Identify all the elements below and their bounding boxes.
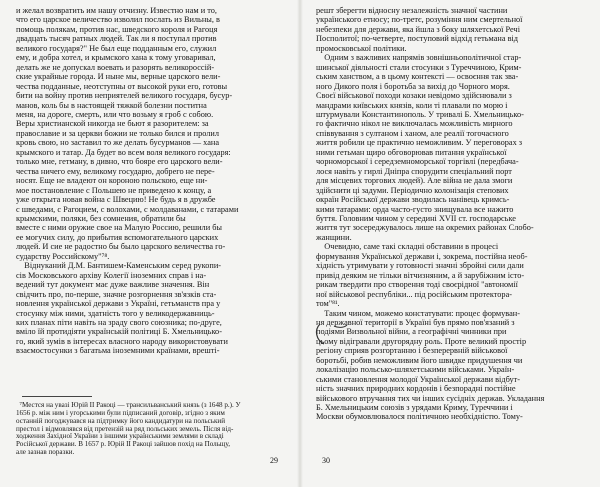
text-line: Одним з важливих напрямів зовнішньополітичної стар- bbox=[316, 53, 522, 63]
text-line: Своєї військової походи козаки невідомо здійснювали з bbox=[316, 91, 512, 101]
text-line: чорноморської і середземноморської торгівлі (передбача- bbox=[316, 157, 519, 167]
footnote-line: але зазнав поразки. bbox=[16, 448, 75, 457]
text-line: рикам твердити про створення тоді своєрідної "автономії bbox=[316, 280, 518, 290]
text-line: жанщини. bbox=[316, 232, 352, 242]
text-line: кими татарами: орда часто-густо знищувала все нажито bbox=[316, 204, 514, 214]
text-line: взаємостосунки з багатьма іноземними країнами, врешті- bbox=[16, 346, 220, 356]
text-line: манов, коль бы в настоящей тяжкой болезни поститна bbox=[16, 100, 207, 110]
left-page-number: 29 bbox=[270, 456, 278, 465]
text-line: ність значних природних кордонів і безпорадні постійне bbox=[316, 384, 516, 394]
text-line: и желал возвратить им нашу отчизну. Известно нам и то, bbox=[16, 6, 217, 15]
footnote-line: престол і відмовлявся від претензій на ряд польських земель. Після від- bbox=[16, 424, 234, 433]
text-line: Москви обумовлювалося політичною необхідністю. Тому- bbox=[316, 412, 523, 422]
text-line: для місцевих торгових людей). Але війна не дала змоги bbox=[316, 176, 513, 186]
footnote-line: ходження Західної України з іншими українськими землями в складі bbox=[16, 432, 224, 441]
text-line: ськими становлення молодої Української держави відбут- bbox=[316, 374, 521, 384]
text-line: ких планах піти навіть на зраду свого союзника; по-друге, bbox=[16, 317, 222, 327]
text-line: небезпеки для держави, яка йшла з боку шляхетської Речі bbox=[316, 24, 521, 34]
text-line: штурмували Константинополь. У тривалі Б. Хмельницько- bbox=[316, 109, 524, 119]
right-page bbox=[300, 0, 600, 487]
text-line: ские украйные города. И ныне мы, верные царского вели- bbox=[16, 72, 221, 82]
text-line: окраїн Російської держави зводилась нанівець кримсь- bbox=[316, 195, 510, 205]
text-line: ної військової республіки... під російським протектора- bbox=[316, 289, 513, 299]
left-page-body bbox=[16, 6, 294, 356]
footnote-line: останній погоджувався на підтримку його кандидатури на польський bbox=[16, 416, 225, 425]
text-line: ее могучих силу, до прибытия вспомогательного царских bbox=[16, 232, 219, 242]
text-line: двадцать тысяч ратных людей. Так ли я поступал против bbox=[16, 34, 217, 44]
text-line: носят. Еще не владеют он короною польскою, еще ни- bbox=[16, 176, 208, 186]
text-line: співвування з султаном і ханом, але реалії тогочасного bbox=[316, 128, 509, 138]
text-line: мандрами київських князів, коли ті плавали по морю і bbox=[316, 100, 508, 110]
text-line: вместе с ними оружие свое на Малую Россию, решили бы bbox=[16, 223, 223, 233]
text-line: Посполитої; по-четверте, поступовий відхід гетьмана від bbox=[316, 34, 519, 44]
text-line: чества ничего ему, великому государю, добрего не пере- bbox=[16, 166, 215, 176]
text-line: новлення української держави з Україні, гетьманств пра у bbox=[16, 299, 221, 309]
text-line: го фактично нікол не виключалась можливість мирного bbox=[316, 119, 513, 129]
text-line: крымского и татар. Да будет во всем воля великого государя: bbox=[16, 147, 231, 157]
text-line: людей. И сие не радостно бы было царского величества го- bbox=[16, 242, 226, 252]
text-line: стосунку між ними, здатність того у великодержавниць- bbox=[16, 308, 215, 318]
text-line: великого государя?" Не был еще подданным его, служил bbox=[16, 43, 217, 53]
text-line: ему, и добра хотел, и крымского хана к тому уговаривал, bbox=[16, 53, 216, 63]
text-line: бити на войну против неприятелей великого государя, бусур- bbox=[16, 91, 233, 101]
right-page-body bbox=[316, 6, 586, 422]
text-line: ними гетьман щиро обговорював питання української bbox=[316, 147, 507, 157]
text-line: подіями Визвольної війни, а географічні чинники при bbox=[316, 327, 507, 337]
text-line: меня, на дороге, смерть, или что возьму я гроб с собою. bbox=[16, 109, 214, 119]
text-line: свідчить про, по-перше, значне розгорнення зв'язків ста- bbox=[16, 289, 217, 299]
text-line: життя робили це практично неможливим. У переговорах з bbox=[316, 138, 523, 148]
text-line: промосковської політики. bbox=[316, 43, 407, 53]
text-line: хідність утримувати у готовності значні збройні сили дали bbox=[316, 261, 524, 271]
text-line: ведений тут документ має дуже важливе значення. Він bbox=[16, 280, 210, 290]
pencil-margin-mark bbox=[314, 322, 348, 346]
text-line: чества подданные, неотступны от высокой руки его, готовы bbox=[16, 81, 228, 91]
text-line: регіону сприяв розгортанню і безперервній військової bbox=[316, 346, 508, 356]
text-line: что его царское величество изволил послать из Вильны, в bbox=[16, 15, 220, 25]
text-line: кровь свою, но заставил то же делать бусурманов — хана bbox=[16, 138, 220, 148]
text-line: шинської діяльності стали стосунки з Туреччиною, Крим- bbox=[316, 62, 522, 72]
text-line: помощь полякам, против нас, шведского короля и Рагоця bbox=[16, 24, 218, 34]
text-line: Веры христианской никогда не бьют я разорителем: за bbox=[16, 119, 209, 129]
text-line: Таким чином, можемо констатувати: процес формуван- bbox=[316, 308, 520, 318]
text-line: привід деяким не тільки вітчизняним, а й зарубіжним істо- bbox=[316, 270, 525, 280]
text-line: ного Дикого поля і боротьба за вихід до Чорного моря. bbox=[316, 81, 510, 91]
footnote-divider bbox=[22, 396, 92, 397]
text-line: делать же не допускал воевать и разорять великороссій- bbox=[16, 62, 215, 72]
text-line: вміло їй протидіяти українській політиці Б. Хмельницько- bbox=[16, 327, 222, 337]
text-line: цьому відігравали другорядну роль. Проте великий простір bbox=[316, 336, 527, 346]
right-page-number: 30 bbox=[322, 456, 330, 465]
text-line: мое постановление с Польшею не приведено к концу, а bbox=[16, 185, 212, 195]
text-line: сударству Российскому"⁷⁸. bbox=[16, 251, 110, 261]
text-line: Очевидно, саме такі складні обставини в процесі bbox=[316, 242, 499, 252]
text-line: здійснити ці задуми. Періодично колонізація степових bbox=[316, 185, 509, 195]
text-line: буття. Головним чином у середині XVII ст. господарське bbox=[316, 213, 516, 223]
text-line: боротьбі, робив неможливим його швидке придушення чи bbox=[316, 355, 523, 365]
text-line: життя тут зосереджувалось лише на окремих районах Слобо- bbox=[316, 223, 534, 233]
text-line: військового втручання тих чи інших сусідніх держав. Укладання bbox=[316, 393, 545, 403]
text-line: локалізацію польсько-шляхетськими військами. Україн- bbox=[316, 365, 515, 375]
text-line: Віднуканий Д.М. Бантишем-Каменським серед рукопи- bbox=[16, 261, 222, 271]
text-line: уже открыта новая война с Швецию! Не будь я в дружбе bbox=[16, 195, 216, 205]
text-line: ня державної території в Україні був прямо пов'язаний з bbox=[316, 317, 515, 327]
text-line: с шведами, с Рагоцием, с волохами, с молдаванами, с татарами bbox=[16, 204, 239, 214]
text-line: українського етносу; по-третє, розуміння ним смертельної bbox=[316, 15, 523, 25]
text-line: ським ханством, а в цьому контексті — освоєння так зва- bbox=[316, 72, 519, 82]
footnote-line: 1656 р. між ним і угорськими були підписаний договір, згідно з яким bbox=[16, 408, 225, 417]
text-line: лося навіть у гирлі Дніпра спорудити спеціальний порт bbox=[316, 166, 512, 176]
text-line: православие и за церкви божии не только бился и пролил bbox=[16, 128, 219, 138]
text-line: го, який зумів в інтересах власного народу використовувати bbox=[16, 336, 228, 346]
text-line: только мне, гетману, в дивно, что бояре его царского вели- bbox=[16, 157, 223, 167]
footnote-line: Російської держави. В 1657 р. Юрій II Ракоці зайшов похід на Польщу, bbox=[16, 440, 231, 449]
text-line: крымскими, поляки, без сомнения, обратили бы bbox=[16, 213, 186, 223]
text-line: решт зберегти відносну незалежність значної частини bbox=[316, 6, 508, 15]
text-line: том"⁸¹. bbox=[316, 299, 340, 309]
left-page-footnote bbox=[16, 402, 294, 457]
footnote-line: ⁷Местся на увазі Юрій II Ракоці — трансильванський князь (з 1648 р.). У bbox=[16, 401, 241, 409]
text-line: сів Московського архіву Колегії іноземних справ і на- bbox=[16, 270, 207, 280]
text-line: формування Української держави і, зокрема, постійна необ- bbox=[316, 251, 528, 261]
text-line: Б. Хмельницьким союзів з урядами Криму, Туреччини і bbox=[316, 403, 513, 413]
